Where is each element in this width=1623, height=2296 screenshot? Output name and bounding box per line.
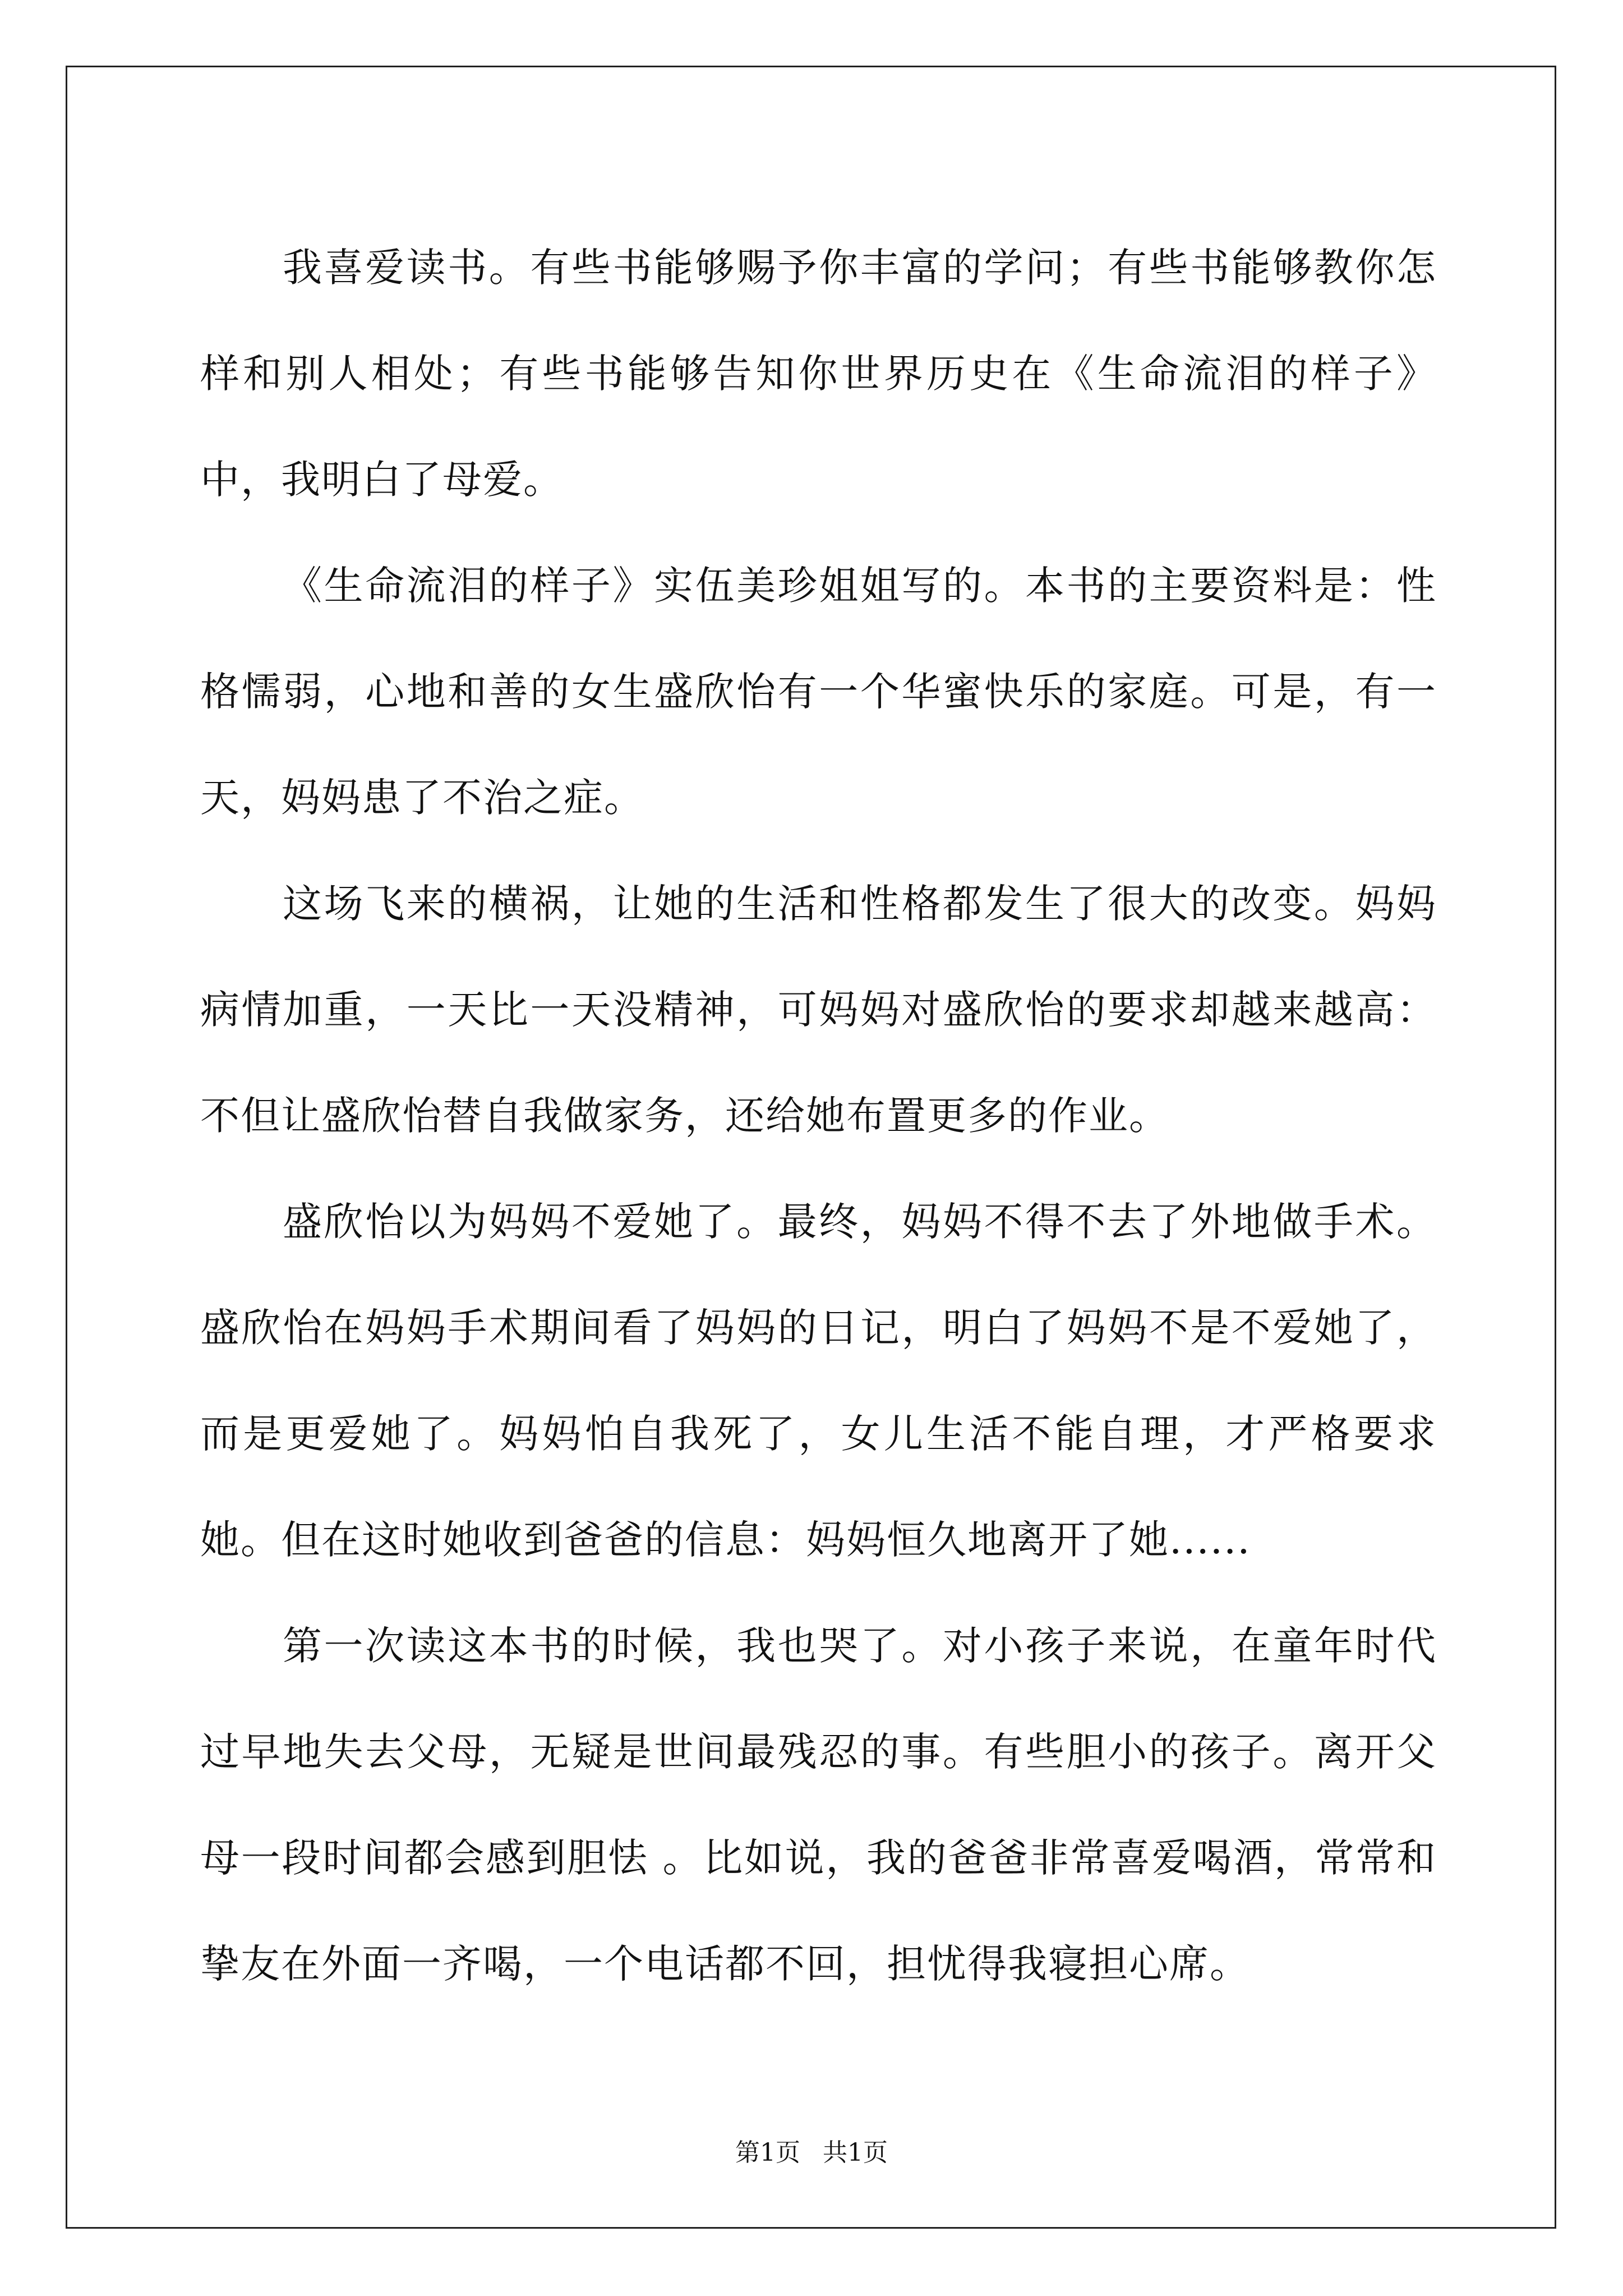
paragraph-3: 这场飞来的横祸，让她的生活和性格都发生了很大的改变。妈妈病情加重，一天比一天没精神，可妈妈对盛欣怡的要求却越来越高：不但让盛欣怡替自我做家务，还给她布置更多的作业。 — [200, 881, 1437, 1139]
page-number-current: 第1页 — [735, 2138, 800, 2167]
page-footer — [0, 2136, 1623, 2170]
document-body — [200, 215, 1437, 2017]
paragraph-1: 我喜爱读书。有些书能够赐予你丰富的学问；有些书能够教你怎样和别人相处；有些书能够告知你世界历史在《生命流泪的样子》中，我明白了母爱。 — [200, 245, 1437, 503]
paragraph-5: 第一次读这本书的时候，我也哭了。对小孩子来说，在童年时代过早地失去父母，无疑是世间最残忍的事。有些胆小的孩子。离开父母一段时间都会感到胆怯 。比如说，我的爸爸非常喜爱喝酒，常常和挚友在外面一齐喝，一个电话都不回，担忧得我寝担心席。 — [200, 1623, 1437, 1987]
paragraph-2: 《生命流泪的样子》实伍美珍姐姐写的。本书的主要资料是：性格懦弱，心地和善的女生盛欣怡有一个华蜜快乐的家庭。可是，有一天，妈妈患了不治之症。 — [200, 563, 1437, 821]
page-number-total: 共1页 — [823, 2138, 888, 2167]
paragraph-4: 盛欣怡以为妈妈不爱她了。最终，妈妈不得不去了外地做手术。盛欣怡在妈妈手术期间看了妈妈的日记，明白了妈妈不是不爱她了，而是更爱她了。妈妈怕自我死了，女儿生活不能自理，才严格要求她。但在这时她收到爸爸的信息：妈妈恒久地离开了她...... — [200, 1199, 1437, 1563]
